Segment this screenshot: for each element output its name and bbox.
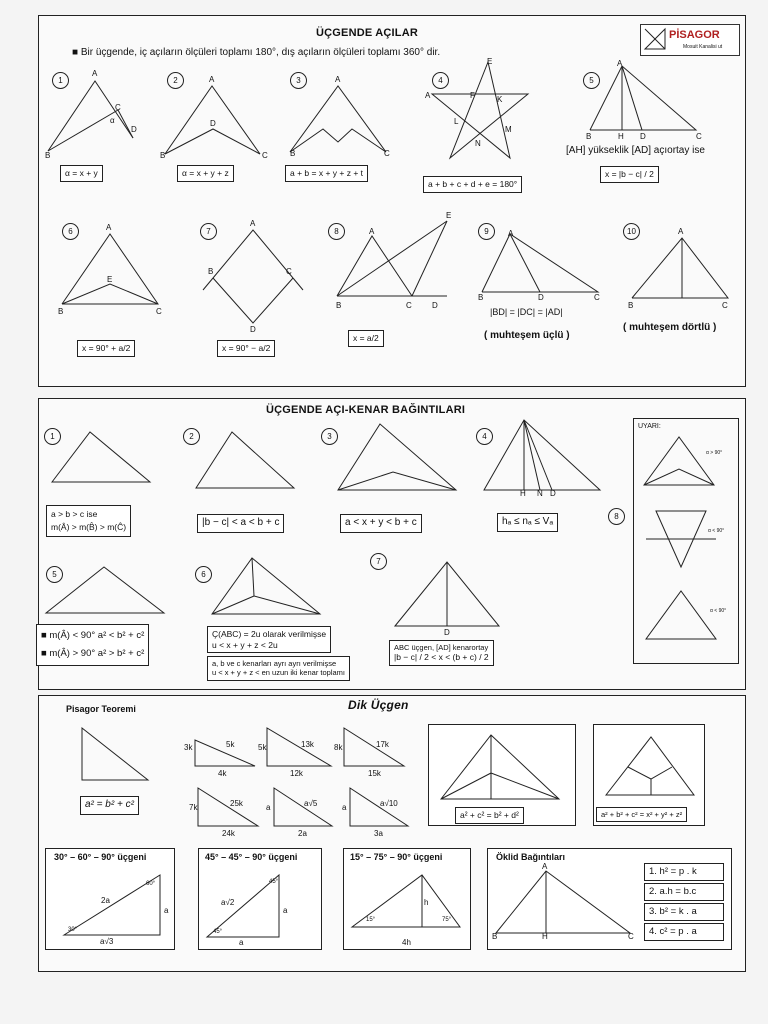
t2-side-1: 5k	[258, 743, 267, 752]
fig1-label-c: C	[115, 103, 121, 112]
relations-item-6-num: 6	[195, 566, 212, 583]
fig9-formula: |BD| = |DC| = |AD|	[490, 307, 563, 317]
relations-fig-6	[212, 556, 322, 616]
r1-hyp: 2a	[101, 896, 110, 905]
fig8-label-e: E	[446, 211, 452, 220]
angles-item-2-num: 2	[167, 72, 184, 89]
warning-label-2: α < 90°	[708, 528, 725, 534]
relations-formula-7	[389, 640, 494, 666]
diag-box-1-fig	[441, 733, 561, 803]
special-tri-5	[274, 788, 334, 828]
t5-side-2: 2a	[298, 829, 307, 838]
relations-item-3-num: 3	[321, 428, 338, 445]
fig6-label-c: C	[156, 307, 162, 316]
t4-side-2: 24k	[222, 829, 235, 838]
relations-formula-5-line2: ■ m(Â) > 90° a² > b² + c²	[41, 648, 145, 660]
box-45-45-90	[198, 848, 322, 950]
fig4-label-m: M	[505, 125, 512, 134]
relations-formula-5	[36, 624, 149, 666]
angles-formula-7: x = 90° − a/2	[217, 340, 275, 357]
relations-formula-6b-line2: u < x + y + z < en uzun iki kenar toplamı	[212, 668, 345, 678]
euclid-label-b: B	[492, 932, 498, 941]
relations-formula-4: hₐ ≤ nₐ ≤ Vₐ	[497, 513, 558, 532]
relations-formula-6b	[207, 656, 350, 681]
relations-fig-3	[338, 422, 458, 492]
relations-item-1-num: 1	[44, 428, 61, 445]
fig4-label-n: N	[475, 139, 481, 148]
fig4-label-e: E	[487, 57, 493, 66]
fig1-label-d: D	[131, 125, 137, 134]
fig5-label-b: B	[586, 132, 592, 141]
diag-box-1	[428, 724, 576, 826]
t4-side-1: 7k	[189, 803, 198, 812]
relations-formula-1-line1: a > b > c ise	[51, 509, 98, 519]
euclid-label-a: A	[542, 862, 548, 871]
angles-formula-1: α = x + y	[60, 165, 103, 182]
angles-fig-5	[590, 64, 700, 134]
r3-height: h	[424, 898, 429, 907]
fig7-label-c: C	[286, 267, 292, 276]
r3-angle-15: 15°	[366, 917, 376, 923]
angles-fig-10	[632, 236, 732, 301]
fig10-label-b: B	[628, 301, 634, 310]
rel7-label-d: D	[444, 628, 450, 637]
pisagor-title: Pisagor Teoremi	[66, 704, 136, 714]
fig4-label-a: A	[425, 91, 431, 100]
fig3-label-a: A	[335, 75, 341, 84]
t3-side-1: 8k	[334, 743, 343, 752]
fig10-name: ( muhteşem dörtlü )	[623, 322, 717, 333]
fig4-label-f: F	[470, 91, 475, 100]
fig7-label-a: A	[250, 219, 256, 228]
fig5-label-d: D	[640, 132, 646, 141]
pisagor-formula: a² = b² + c²	[80, 796, 139, 815]
fig2-label-d: D	[210, 119, 216, 128]
r2-angle-top: 45°	[269, 879, 279, 885]
fig2-label-b: B	[160, 151, 166, 160]
t1-side-2: 4k	[218, 769, 227, 778]
fig8-label-b: B	[336, 301, 342, 310]
t2-side-2: 12k	[290, 769, 303, 778]
relations-formula-6b-line1: a, b ve c kenarları ayrı ayrı verilmişse	[212, 659, 337, 668]
euclid-formula-3: 3. b² = k . a	[644, 903, 724, 921]
section-right-triangle-title: Dik Üçgen	[348, 698, 409, 712]
angles-fig-8	[337, 216, 457, 306]
special-tri-2	[267, 728, 333, 768]
logo-text: PİSAGOR	[669, 29, 720, 41]
angles-fig-9	[482, 229, 602, 297]
r2-side-1: a	[283, 906, 288, 915]
angles-fig-7	[203, 228, 303, 328]
relations-formula-1	[46, 505, 131, 537]
diag-box-2	[593, 724, 705, 826]
rel4-label-h: H	[520, 489, 526, 498]
t1-side-3: 5k	[226, 740, 235, 749]
t6-side-1: a	[342, 803, 347, 812]
section-angles-title: ÜÇGENDE AÇILAR	[316, 27, 419, 39]
logo	[640, 24, 740, 56]
fig3-label-c: C	[384, 149, 390, 158]
relations-fig-7	[395, 560, 505, 628]
box-euclid	[487, 848, 732, 950]
box-15-75-90-title: 15° – 75° – 90° üçgeni	[350, 852, 443, 862]
t3-side-3: 17k	[376, 740, 389, 749]
fig1-label-a: A	[92, 69, 98, 78]
angles-formula-8: x = a/2	[348, 330, 384, 347]
angles-fig-6	[62, 232, 162, 307]
box-45-45-90-title: 45° – 45° – 90° üçgeni	[205, 852, 298, 862]
angles-formula-3: a + b = x + y + z + t	[285, 165, 368, 182]
r2-angle-bottom: 45°	[213, 929, 223, 935]
r1-angle-30: 30°	[68, 927, 78, 933]
warning-box	[633, 418, 739, 664]
r1-angle-60: 60°	[146, 881, 156, 887]
fig9-label-b: B	[478, 293, 484, 302]
fig9-label-a: A	[508, 229, 514, 238]
relations-formula-2: |b − c| < a < b + c	[197, 514, 284, 533]
relations-formula-6a-line1: Ç(ABC) = 2u olarak verilmişse	[212, 629, 327, 639]
t5-side-1: a	[266, 803, 271, 812]
fig4-label-k: K	[497, 95, 503, 104]
warning-fig-3	[646, 589, 716, 641]
euclid-formula-1: 1. h² = p . k	[644, 863, 724, 881]
t2-side-3: 13k	[301, 740, 314, 749]
angles-formula-2: α = x + y + z	[177, 165, 234, 182]
warning-fig-1	[644, 435, 714, 487]
diag-box-1-formula: a² + c² = b² + d²	[455, 807, 524, 824]
box-15-75-90	[343, 848, 471, 950]
relations-fig-1	[52, 430, 152, 485]
euclid-formula-4: 4. c² = p . a	[644, 923, 724, 941]
tri-euclid	[496, 869, 632, 935]
fig6-label-a: A	[106, 223, 112, 232]
relations-item-4-num: 4	[476, 428, 493, 445]
fig1-label-alpha: α	[110, 116, 115, 125]
warning-label-3: α < 90°	[710, 608, 727, 614]
fig10-label-c: C	[722, 301, 728, 310]
fig7-label-d: D	[250, 325, 256, 334]
angles-item-5-num: 5	[583, 72, 600, 89]
special-tri-6	[350, 788, 410, 828]
fig1-label-b: B	[45, 151, 51, 160]
fig9-label-d: D	[538, 293, 544, 302]
logo-subtext: Mosuit Kanalisi ut	[683, 44, 723, 50]
t4-side-3: 25k	[230, 799, 243, 808]
fig8-label-c: C	[406, 301, 412, 310]
angles-item-9-num: 9	[478, 223, 495, 240]
relations-item-5-num: 5	[46, 566, 63, 583]
euclid-label-h: H	[542, 932, 548, 941]
fig5-label-c: C	[696, 132, 702, 141]
warning-title: UYARI:	[638, 423, 661, 430]
fig10-label-a: A	[678, 227, 684, 236]
r1-long: a√3	[100, 937, 114, 946]
rel4-label-d: D	[550, 489, 556, 498]
fig4-label-l: L	[454, 117, 459, 126]
angles-item-6-num: 6	[62, 223, 79, 240]
relations-fig-5	[46, 565, 166, 615]
relations-formula-7-line1: ABC üçgen, [AD] kenarortay	[394, 643, 489, 652]
angles-fig-1	[48, 76, 148, 161]
fig6-label-e: E	[107, 275, 113, 284]
box-euclid-title: Öklid Bağıntıları	[496, 852, 566, 862]
fig5-label-h: H	[618, 132, 624, 141]
special-tri-4	[198, 788, 260, 828]
angles-formula-4: a + b + c + d + e = 180°	[423, 176, 522, 193]
fig2-label-a: A	[209, 75, 215, 84]
relations-item-2-num: 2	[183, 428, 200, 445]
relations-fig-4	[484, 418, 604, 493]
relations-fig-2	[196, 430, 296, 490]
fig7-label-b: B	[208, 267, 214, 276]
fig9-name: ( muhteşem üçlü )	[484, 330, 570, 341]
relations-formula-3: a < x + y < b + c	[340, 514, 422, 533]
r2-hyp: a√2	[221, 898, 235, 907]
t1-side-1: 3k	[184, 743, 193, 752]
fig8-label-d: D	[432, 301, 438, 310]
euclid-formula-2: 2. a.h = b.c	[644, 883, 724, 901]
r3-base: 4h	[402, 938, 411, 947]
warning-label-1: α > 90°	[706, 450, 723, 456]
relations-formula-6a	[207, 626, 331, 653]
t6-side-3: a√10	[380, 799, 398, 808]
fig6-label-b: B	[58, 307, 64, 316]
angles-item-7-num: 7	[200, 223, 217, 240]
relations-formula-1-line2: m(Â) > m(B̂) > m(Ĉ)	[51, 521, 127, 532]
angles-item-1-num: 1	[52, 72, 69, 89]
relations-formula-5-line1: ■ m(Â) < 90° a² < b² + c²	[41, 630, 145, 641]
fig3-label-b: B	[290, 149, 296, 158]
fig9-label-c: C	[594, 293, 600, 302]
diag-box-2-fig	[606, 735, 696, 797]
angles-intro: ■ Bir üçgende, iç açıların ölçüleri toplamı 180°, dış açıların ölçüleri toplamı 360° dir.	[72, 47, 441, 58]
logo-triangle-icon	[645, 29, 665, 49]
t6-side-2: 3a	[374, 829, 383, 838]
angles-item-3-num: 3	[290, 72, 307, 89]
diag-box-2-formula: a² + b² + c² = x² + y² + z²	[596, 807, 687, 822]
angles-item-8-num: 8	[328, 223, 345, 240]
special-tri-3	[344, 728, 406, 768]
fig5-caption: [AH] yükseklik [AD] açıortay ise	[566, 145, 705, 156]
angles-formula-5: x = |b − c| / 2	[600, 166, 659, 183]
relations-item-8-num: 8	[608, 508, 625, 525]
warning-fig-2	[646, 511, 716, 569]
box-30-60-90-title: 30° – 60° – 90° üçgeni	[54, 852, 147, 862]
relations-formula-6a-line2: u < x + y + z < 2u	[212, 639, 278, 650]
angles-item-10-num: 10	[623, 223, 640, 240]
fig8-label-a: A	[369, 227, 375, 236]
pisagor-fig	[82, 728, 152, 783]
angles-item-4-num: 4	[432, 72, 449, 89]
fig5-label-a: A	[617, 59, 623, 68]
euclid-label-c: C	[628, 932, 634, 941]
t5-side-3: a√5	[304, 799, 318, 808]
box-30-60-90	[45, 848, 175, 950]
r1-short: a	[164, 906, 169, 915]
t3-side-2: 15k	[368, 769, 381, 778]
fig2-label-c: C	[262, 151, 268, 160]
relations-formula-7-line2: |b − c| / 2 < x < (b + c) / 2	[394, 652, 489, 663]
angles-formula-6: x = 90° + a/2	[77, 340, 135, 357]
angles-fig-3	[290, 84, 390, 159]
r2-side-2: a	[239, 938, 244, 947]
section-angle-side-title: ÜÇGENDE AÇI-KENAR BAĞINTILARI	[266, 404, 466, 416]
r3-angle-75: 75°	[442, 917, 452, 923]
relations-item-7-num: 7	[370, 553, 387, 570]
rel4-label-n: N	[537, 489, 543, 498]
